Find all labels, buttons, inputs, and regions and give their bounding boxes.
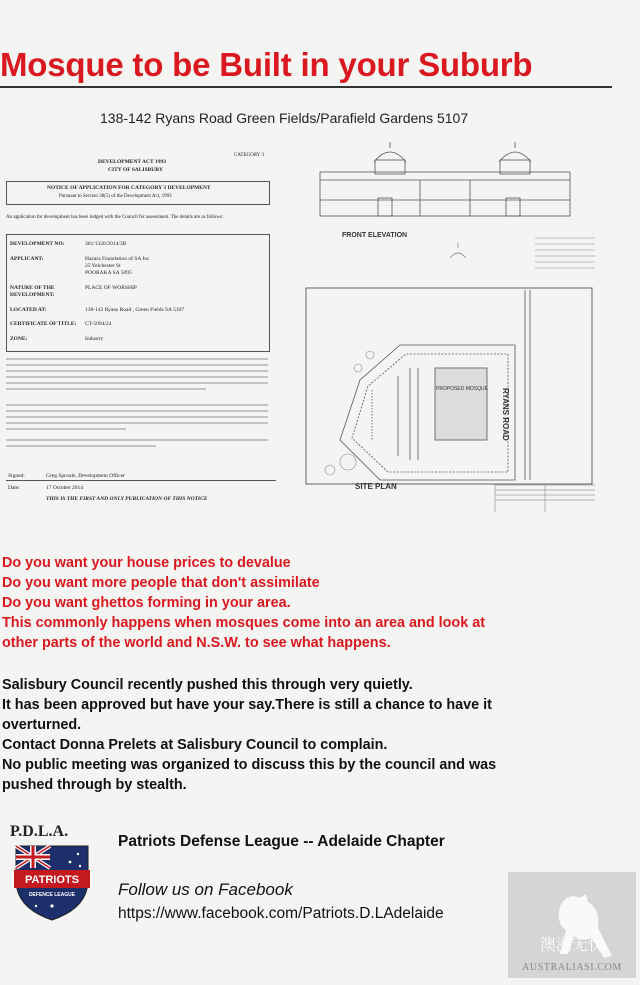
date-value: 17 October 2014 [46,485,83,491]
drawings-svg [300,140,600,515]
category-tag: CATEGORY 3 [234,153,264,158]
question-line: Do you want more people that don't assimilate [2,575,320,591]
field-label: DEVELOPMENT: [10,292,55,298]
shield-top-text: PATRIOTS [25,874,79,886]
site-plan-drawing [340,290,530,480]
notes-table [535,238,595,268]
signed-label: Signed: [8,473,25,479]
body-line: Contact Donna Prelets at Salisbury Council to complain. [2,737,388,753]
field-value: 25 Yelchester St [85,263,121,269]
question-line: other parts of the world and N.S.W. to see what happens. [2,635,391,651]
notice-council: CITY OF SALISBURY [108,167,164,173]
field-label: NATURE OF THE [10,285,55,291]
trees [325,351,374,475]
development-notice [6,148,274,508]
notice-footer: THIS IS THE FIRST AND ONLY PUBLICATION OF THIS NOTICE [46,496,208,502]
field-value: 361/1326/2014/3B [85,241,127,247]
notice-intro: An application for development has been lodged with the Council for assessment. The details are as follows: [6,215,224,220]
notice-fields-box [6,234,270,352]
question-line: This commonly happens when mosques come into an area and look at [2,615,485,631]
question-line: Do you want ghettos forming in your area. [2,595,291,611]
pdla-logo [8,822,96,922]
field-label: ZONE: [10,336,28,342]
field-label: LOCATED AT: [10,307,47,313]
site-plan-label: SITE PLAN [355,482,397,491]
shield-icon [8,822,96,922]
facebook-link[interactable]: https://www.facebook.com/Patriots.D.LAdelaide [118,905,444,922]
body-line: It has been approved but have your say.There is still a chance to have it [2,697,492,713]
signed-value: Greg Sproule, Development Officer [46,473,126,479]
body-line: overturned. [2,717,82,733]
question-line: Do you want your house prices to devalue [2,555,291,571]
front-elevation-label: FRONT ELEVATION [342,232,408,239]
notice-act: DEVELOPMENT ACT 1993 [98,159,166,165]
field-value: PLACE OF WORSHIP [85,285,137,291]
headline: Mosque to be Built in your Suburb [0,46,533,83]
body-line: Salisbury Council recently pushed this through very quietly. [2,677,413,693]
organization-name: Patriots Defense League -- Adelaide Chapter [118,833,445,850]
building-label: PROPOSED MOSQUE [436,386,488,392]
road-label: RYANS ROAD [501,388,510,441]
field-value: POORAKA SA 5095 [85,270,132,276]
site-address: 138-142 Ryans Road Green Fields/Parafield Gardens 5107 [100,110,469,126]
field-label: DEVELOPMENT NO: [10,241,65,247]
field-value: Industry [85,336,104,342]
body-line: pushed through by stealth. [2,777,187,793]
body-line: No public meeting was organized to discuss this by the council and was [2,757,497,773]
headline-underline [0,86,612,88]
watermark-chars: 澳洲无忧 [539,935,605,954]
logo-abbr: P.D.L.A. [10,823,69,840]
notice-box-title: NOTICE OF APPLICATION FOR CATEGORY 3 DEVELOPMENT [47,185,211,191]
follow-text: Follow us on Facebook [118,880,293,899]
field-label: CERTIFICATE OF TITLE: [10,321,77,327]
watermark-domain: AUSTRALIASI.COM [522,962,622,973]
front-elevation-drawing [320,142,570,216]
shield-bottom-text: DEFENCE LEAGUE [28,892,76,898]
title-block [495,485,595,512]
field-value: CT-5094/24 [85,321,112,327]
field-value: 138-142 Ryans Road , Green Fields SA 5107 [85,307,185,313]
date-label: Date: [8,485,20,491]
architectural-drawings [300,140,600,515]
field-value: Hazara Foundation of SA Inc [85,256,150,262]
notice-box-subtitle: Pursuant to Section 38(5) of the Development Act, 1993 [59,194,172,199]
field-label: APPLICANT: [10,256,44,262]
notice-title-box [6,181,270,205]
